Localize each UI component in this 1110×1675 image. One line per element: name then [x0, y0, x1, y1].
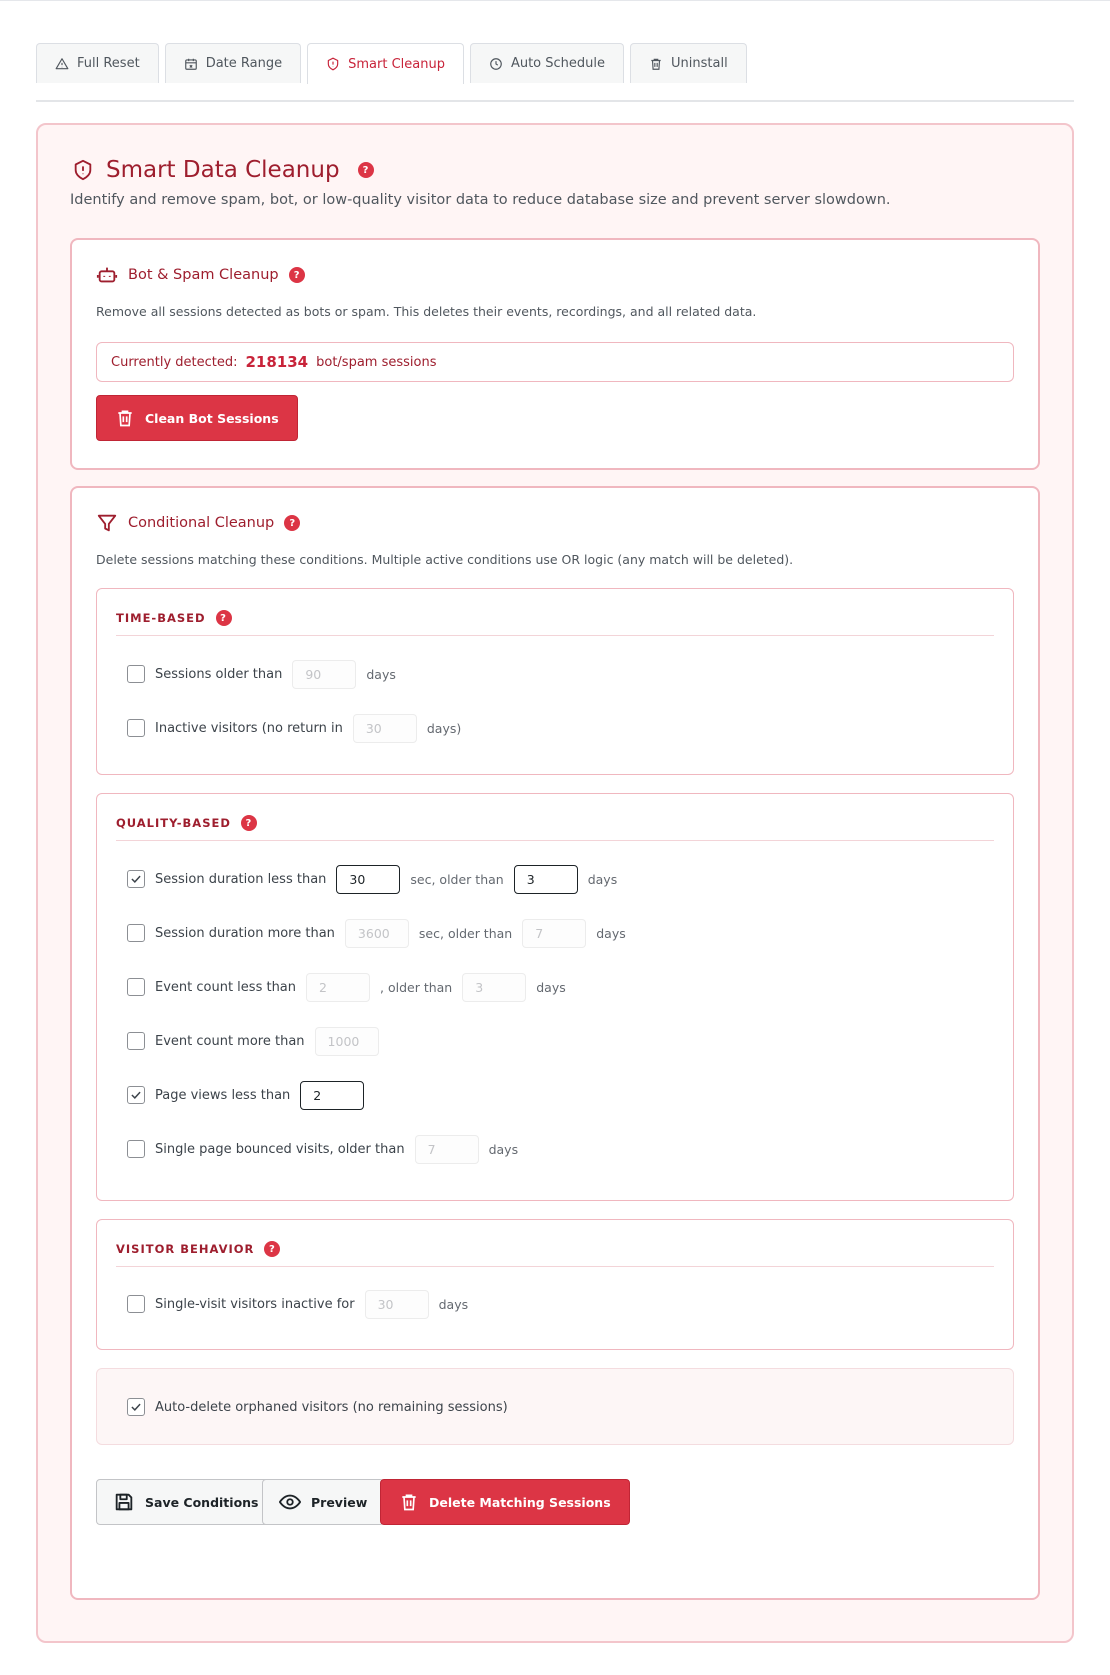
page-views-less-row: [127, 1080, 374, 1110]
help-icon[interactable]: ?: [241, 815, 257, 831]
button-label: Clean Bot Sessions: [145, 410, 279, 426]
tab-full-reset[interactable]: [36, 43, 159, 83]
single-visit-days-input[interactable]: [365, 1290, 429, 1319]
event-less-checkbox[interactable]: [127, 978, 145, 996]
duration-less-days-input[interactable]: [514, 865, 578, 894]
conditional-cleanup-card: [70, 486, 1040, 1600]
tab-label: Auto Schedule: [510, 56, 606, 71]
orphan-checkbox[interactable]: [127, 1398, 145, 1416]
unit-label: sec, older than: [418, 925, 513, 941]
sessions-older-days-input[interactable]: [292, 660, 356, 689]
detected-count: 218134: [245, 353, 309, 371]
smart-cleanup-panel: [36, 123, 1074, 1643]
card-description: Remove all sessions detected as bots or spam. This deletes their events, recordings, and all related data.: [96, 304, 757, 319]
inactive-visitors-days-input[interactable]: [353, 714, 417, 743]
section-divider: [116, 840, 994, 841]
unit-label: days: [488, 1141, 519, 1157]
tab-auto-schedule[interactable]: [470, 43, 624, 83]
tab-smart-cleanup[interactable]: [307, 43, 464, 84]
duration-less-seconds-input[interactable]: [336, 865, 400, 894]
filter-icon: [96, 512, 118, 534]
sessions-older-checkbox[interactable]: [127, 665, 145, 683]
delete-matching-sessions-button[interactable]: [380, 1479, 630, 1525]
unit-label: days): [426, 720, 462, 736]
save-icon: [113, 1491, 135, 1513]
bounce-days-input[interactable]: [415, 1135, 479, 1164]
event-less-count-input[interactable]: [306, 973, 370, 1002]
card-title: Conditional Cleanup: [128, 515, 275, 531]
help-icon[interactable]: ?: [289, 267, 305, 283]
bot-spam-card: [70, 238, 1040, 470]
page-views-less-input[interactable]: [300, 1081, 364, 1110]
time-based-section: [96, 588, 1014, 775]
tab-label: Smart Cleanup: [348, 56, 445, 72]
event-more-checkbox[interactable]: [127, 1032, 145, 1050]
unit-label: , older than: [380, 979, 453, 995]
robot-icon: [96, 264, 118, 286]
help-icon[interactable]: ?: [358, 162, 374, 178]
row-label: Sessions older than: [155, 666, 283, 682]
clean-bot-sessions-button[interactable]: [96, 395, 298, 441]
row-label: Auto-delete orphaned visitors (no remaining sessions): [155, 1399, 508, 1415]
help-icon[interactable]: ?: [216, 610, 232, 626]
duration-more-row: [127, 918, 626, 948]
warning-icon: [55, 57, 69, 71]
visitor-behavior-section: [96, 1219, 1014, 1350]
detected-suffix: bot/spam sessions: [316, 354, 437, 370]
sessions-older-row: [127, 659, 396, 689]
row-label: Single-visit visitors inactive for: [155, 1296, 355, 1312]
checkmark-icon: [129, 872, 143, 886]
orphan-section: [96, 1368, 1014, 1445]
preview-button[interactable]: [262, 1479, 384, 1525]
single-visit-row: [127, 1289, 468, 1319]
button-label: Preview: [311, 1494, 368, 1510]
section-title: [116, 1241, 280, 1257]
trash-icon: [399, 1492, 419, 1512]
top-divider: [0, 0, 1110, 1]
row-label: Event count more than: [155, 1033, 305, 1049]
row-label: Page views less than: [155, 1087, 291, 1103]
detected-count-box: [96, 342, 1014, 382]
event-less-row: [127, 972, 566, 1002]
tab-label: Full Reset: [77, 56, 140, 71]
unit-label: sec, older than: [410, 871, 504, 887]
page-description: Identify and remove spam, bot, or low-quality visitor data to reduce database size and prevent server slowdown.: [70, 192, 891, 208]
tab-uninstall[interactable]: [630, 43, 747, 83]
button-label: Save Conditions: [145, 1494, 259, 1510]
row-label: Single page bounced visits, older than: [155, 1141, 405, 1157]
panel-header: [72, 157, 374, 183]
trash-icon: [115, 408, 135, 428]
calendar-icon: [184, 57, 198, 71]
page-views-less-checkbox[interactable]: [127, 1086, 145, 1104]
row-label: Event count less than: [155, 979, 297, 995]
button-label: Delete Matching Sessions: [429, 1494, 611, 1510]
unit-label: days: [366, 666, 396, 682]
trash-icon: [649, 57, 663, 71]
section-title-text: TIME-BASED: [116, 611, 206, 625]
orphan-row: [127, 1392, 508, 1422]
event-more-count-input[interactable]: [315, 1027, 379, 1056]
card-title: Bot & Spam Cleanup: [128, 267, 279, 283]
section-title-text: VISITOR BEHAVIOR: [116, 1242, 255, 1256]
row-label: Inactive visitors (no return in: [155, 720, 343, 736]
shield-icon: [326, 57, 340, 71]
inactive-visitors-checkbox[interactable]: [127, 719, 145, 737]
section-title: [116, 610, 232, 626]
eye-icon: [279, 1491, 301, 1513]
row-label: Session duration less than: [155, 871, 327, 887]
duration-more-checkbox[interactable]: [127, 924, 145, 942]
unit-label: days: [536, 979, 566, 995]
duration-more-seconds-input[interactable]: [345, 919, 409, 948]
tab-label: Date Range: [205, 56, 283, 71]
duration-less-checkbox[interactable]: [127, 870, 145, 888]
bounce-checkbox[interactable]: [127, 1140, 145, 1158]
clock-icon: [489, 57, 503, 71]
conditional-header: [96, 512, 300, 534]
checkmark-icon: [129, 1088, 143, 1102]
section-divider: [116, 635, 994, 636]
save-conditions-button[interactable]: [96, 1479, 276, 1525]
tabs-divider: [36, 100, 1074, 102]
event-more-row: [127, 1026, 389, 1056]
tab-bar: [36, 43, 747, 84]
detected-label: Currently detected:: [111, 354, 238, 370]
page-title: Smart Data Cleanup: [106, 157, 340, 183]
tab-label: Uninstall: [671, 56, 728, 71]
unit-label: days: [587, 871, 618, 887]
section-divider: [116, 1266, 994, 1267]
duration-less-row: [127, 864, 617, 894]
row-label: Session duration more than: [155, 925, 335, 941]
bot-spam-header: [96, 264, 305, 286]
checkmark-icon: [129, 1400, 143, 1414]
help-icon[interactable]: ?: [264, 1241, 280, 1257]
help-icon[interactable]: ?: [284, 515, 300, 531]
unit-label: days: [596, 925, 626, 941]
unit-label: days: [438, 1296, 469, 1312]
quality-based-section: [96, 793, 1014, 1201]
single-visit-checkbox[interactable]: [127, 1295, 145, 1313]
tab-date-range[interactable]: [165, 43, 301, 83]
section-title: [116, 815, 257, 831]
event-less-days-input[interactable]: [462, 973, 526, 1002]
bounce-row: [127, 1134, 518, 1164]
inactive-visitors-row: [127, 713, 461, 743]
card-description: Delete sessions matching these conditions. Multiple active conditions use OR logic (any match will be deleted).: [96, 552, 794, 567]
shield-icon: [72, 159, 94, 181]
section-title-text: QUALITY-BASED: [116, 816, 231, 830]
duration-more-days-input[interactable]: [522, 919, 586, 948]
